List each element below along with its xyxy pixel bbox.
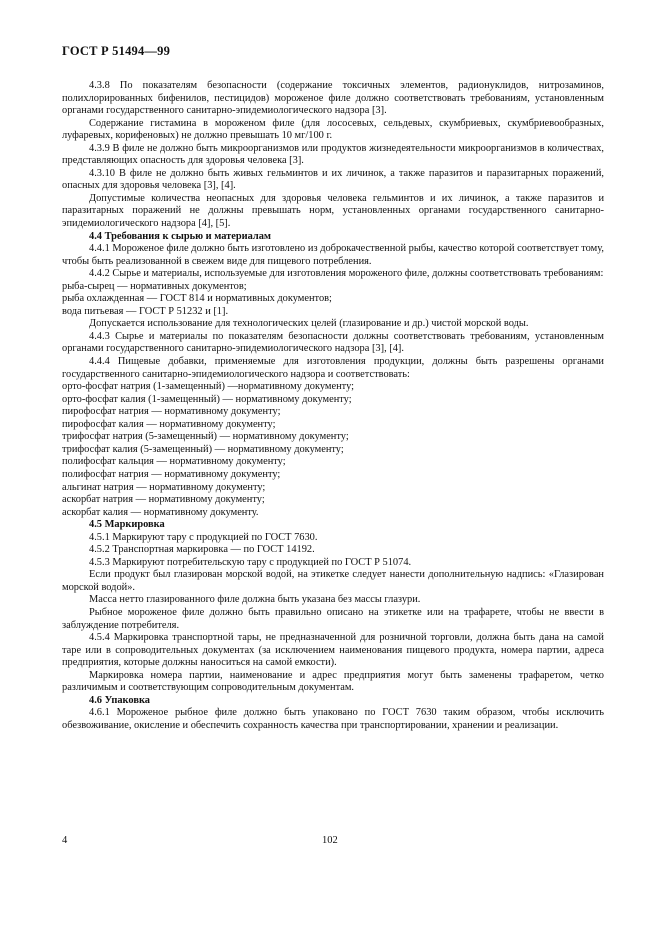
list-item: полифосфат кальция — нормативному документу; [62, 456, 286, 468]
list-item: вода питьевая — ГОСТ Р 51232 и [1]. [62, 305, 229, 317]
paragraph: 4.5.4 Маркировка транспортной тары, не предназначенной для розничной торговли, должна быть дана на самой таре или в сопроводительных документах (за исключением наименования пищевого продукта, номера партии, адреса предприятия, которые должны наноситься на самой емкости). [62, 632, 604, 669]
paragraph: Масса нетто глазированного филе должна быть указана без массы глазури. [89, 594, 421, 606]
paragraph: 4.5.1 Маркируют тару с продукцией по ГОСТ 7630. [89, 531, 318, 543]
paragraph: 4.5.3 Маркируют потребительскую тару с продукцией по ГОСТ Р 51074. [89, 556, 412, 568]
paragraph: 4.4.3 Сырье и материалы по показателям безопасности должны соответствовать требованиям, установленным органами государственного санитарно-эпидемиологического надзора [3], [4]. [62, 330, 604, 355]
paragraph: Содержание гистамина в мороженом филе (для лососевых, сельдевых, скумбриевых, скумбриевообразных, луфаревых, корифеновых) не должно превышать 10 мг/100 г. [62, 117, 604, 142]
paragraph: 4.3.8 По показателям безопасности (содержание токсичных элементов, радионуклидов, нитрозаминов, полихлорированных бифенилов, пестицидов) мороженое филе должно соответствовать требованиям, установленным органами государственного санитарно-эпидемиологического надзора [3]. [62, 80, 604, 117]
list-item: рыба охлажденная — ГОСТ 814 и нормативных документов; [62, 293, 332, 305]
paragraph: Если продукт был глазирован морской водой, на этикетке следует нанести дополнительную надпись: «Глазирован морской водой». [62, 569, 604, 593]
list-item: пирофосфат калия — нормативному документу; [62, 418, 276, 430]
list-item: орто-фосфат калия (1-замещенный) — нормативному документу; [62, 393, 352, 405]
paragraph: 4.3.10 В филе не должно быть живых гельминтов и их личинок, а также паразитов и паразитарных поражений, опасных для здоровья человека [3], [4]. [62, 167, 604, 192]
paragraph: Допускается использование для технологических целей (глазирование и др.) чистой морской воды. [89, 318, 529, 330]
sheet-number: 102 [322, 835, 338, 846]
list-item: трифосфат калия (5-замещенный) — нормативному документу; [62, 443, 344, 455]
paragraph: 4.4.4 Пищевые добавки, применяемые для изготовления продукции, должны быть разрешены органами государственного санитарно-эпидемиологического надзора и соответствовать: [62, 356, 604, 380]
paragraph: Маркировка номера партии, наименование и адрес предприятия могут быть заменены трафаретом, четко различимым и соответствующим сопроводительным документам. [62, 669, 604, 694]
list-item: рыба-сырец — нормативных документов; [62, 280, 247, 292]
list-item: альгинат натрия — нормативному документу; [62, 481, 266, 493]
document-title: ГОСТ Р 51494—99 [62, 44, 171, 58]
section-heading: 4.5 Маркировка [89, 519, 165, 531]
paragraph: 4.3.9 В филе не должно быть микроорганизмов или продуктов жизнедеятельности микроорганизмов в количествах, представляющих опасность для здоровья человека [3]. [62, 142, 604, 167]
page-number: 4 [62, 835, 68, 846]
paragraph: 4.4.2 Сырье и материалы, используемые для изготовления мороженого филе, должны соответствовать требованиям: [89, 268, 604, 280]
list-item: аскорбат калия — нормативному документу. [62, 506, 259, 518]
list-item: аскорбат натрия — нормативному документу; [62, 494, 265, 506]
section-heading: 4.4 Требования к сырью и материалам [89, 230, 272, 242]
list-item: пирофосфат натрия — нормативному документу; [62, 406, 281, 418]
list-item: орто-фосфат натрия (1-замещенный) —нормативному документу; [62, 381, 355, 393]
paragraph: 4.6.1 Мороженое рыбное филе должно быть упаковано по ГОСТ 7630 таким образом, чтобы исключить обезвоживание, окисление и обеспечить сохранность качества при транспортировании, хранении и реализации. [62, 707, 604, 731]
paragraph: Допустимые количества неопасных для здоровья человека гельминтов и их личинок, а также паразитов и паразитарных поражений не должны превышать норм, установленных органами государственного санитарно-эпидемиологического надзора [4], [5]. [62, 192, 604, 230]
list-item: полифосфат натрия — нормативному документу; [62, 468, 281, 480]
section-heading: 4.6 Упаковка [89, 694, 150, 706]
paragraph: Рыбное мороженое филе должно быть правильно описано на этикетке или на трафарете, чтобы не ввести в заблуждение потребителя. [62, 606, 604, 631]
paragraph: 4.5.2 Транспортная маркировка — по ГОСТ 14192. [89, 544, 315, 556]
document-body [62, 80, 604, 732]
paragraph: 4.4.1 Мороженое филе должно быть изготовлено из доброкачественной рыбы, качество которой соответствует тому, чтобы быть реализованной в свежем виде для пищевого потребления. [62, 243, 604, 267]
list-item: трифосфат натрия (5-замещенный) — нормативному документу; [62, 431, 349, 443]
